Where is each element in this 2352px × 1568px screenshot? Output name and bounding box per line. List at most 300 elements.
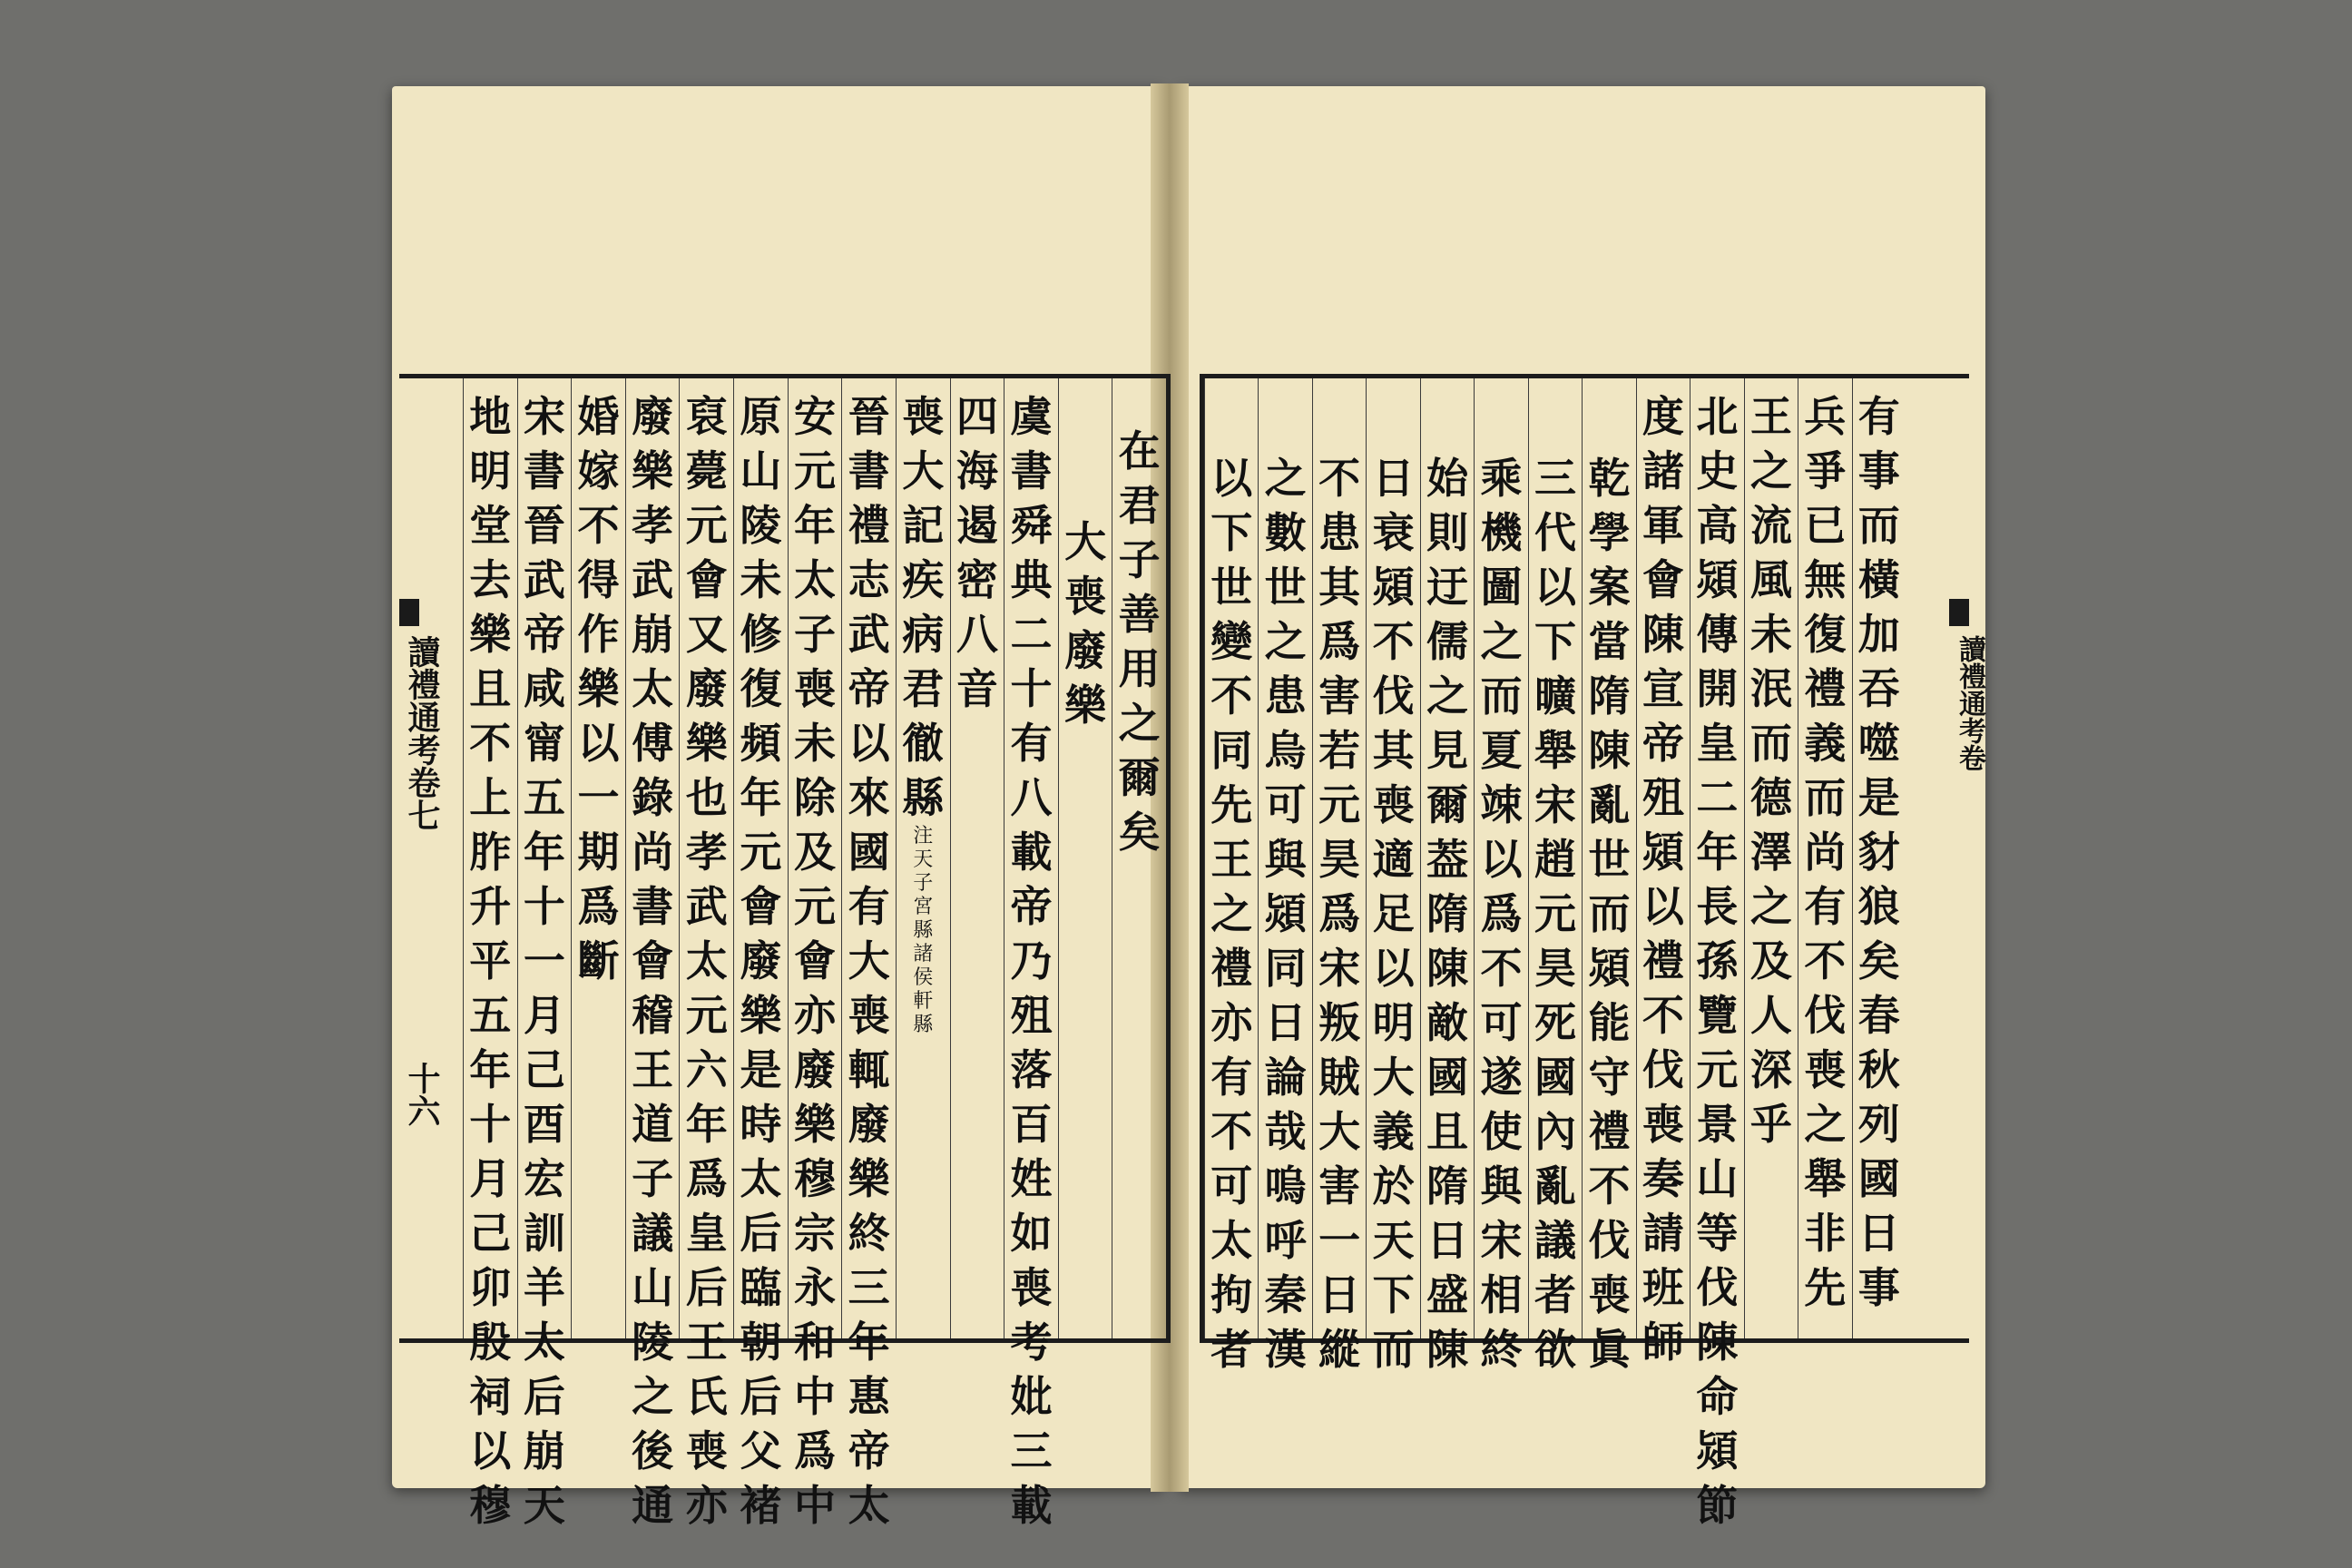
text-column bbox=[1852, 378, 1906, 1338]
glyph: 亦 bbox=[685, 1481, 728, 1530]
glyph: 酉 bbox=[523, 1100, 565, 1149]
glyph: 年 bbox=[740, 773, 782, 822]
glyph: 適 bbox=[1372, 835, 1415, 884]
glyph: 疾 bbox=[902, 555, 945, 604]
glyph: 長 bbox=[1696, 882, 1739, 931]
glyph: 喪 bbox=[1642, 1100, 1684, 1149]
glyph: 期 bbox=[577, 828, 620, 877]
glyph: 月 bbox=[523, 991, 565, 1040]
glyph: 喪 bbox=[1372, 780, 1415, 829]
glyph: 海 bbox=[956, 446, 998, 495]
glyph: 帝 bbox=[523, 610, 565, 659]
glyph: 山 bbox=[1696, 1154, 1739, 1203]
glyph: 相 bbox=[1480, 1270, 1523, 1319]
glyph: 樂 bbox=[793, 1100, 836, 1149]
glyph: 嗚 bbox=[1264, 1161, 1307, 1210]
glyph: 葢 bbox=[1426, 835, 1469, 884]
text-column bbox=[841, 378, 896, 1530]
glyph: 師 bbox=[1642, 1318, 1684, 1367]
glyph: 頻 bbox=[740, 719, 782, 768]
glyph: 陳 bbox=[1426, 1325, 1469, 1374]
glyph: 可 bbox=[1264, 780, 1307, 829]
glyph: 皇 bbox=[685, 1209, 728, 1258]
glyph: 患 bbox=[1264, 671, 1307, 720]
glyph: 元 bbox=[1696, 1045, 1739, 1094]
glyph: 而 bbox=[1749, 719, 1792, 768]
note-glyph: 軒 bbox=[913, 990, 934, 1013]
glyph: 會 bbox=[793, 936, 836, 985]
glyph: 命 bbox=[1696, 1372, 1739, 1421]
glyph: 竦 bbox=[1480, 780, 1523, 829]
glyph: 姓 bbox=[1010, 1154, 1053, 1203]
glyph: 熲 bbox=[1642, 828, 1684, 877]
glyph: 昊 bbox=[1534, 944, 1576, 993]
glyph: 內 bbox=[1534, 1107, 1576, 1156]
glyph: 爲 bbox=[1318, 889, 1361, 938]
glyph: 風 bbox=[1749, 555, 1792, 604]
glyph: 宏 bbox=[523, 1154, 565, 1203]
note-glyph: 侯 bbox=[913, 966, 934, 989]
glyph: 遂 bbox=[1480, 1053, 1523, 1102]
note-glyph: 諸 bbox=[913, 943, 934, 965]
glyph: 論 bbox=[1264, 1053, 1307, 1102]
glyph: 之 bbox=[1210, 889, 1253, 938]
glyph: 亦 bbox=[1210, 998, 1253, 1047]
glyph: 有 bbox=[1010, 719, 1053, 768]
glyph: 爭 bbox=[1804, 446, 1847, 495]
glyph: 不 bbox=[1372, 617, 1415, 666]
glyph: 當 bbox=[1588, 617, 1631, 666]
text-column bbox=[733, 378, 788, 1530]
glyph: 而 bbox=[1372, 1325, 1415, 1374]
glyph: 爾 bbox=[1118, 753, 1161, 802]
glyph: 在 bbox=[1118, 426, 1161, 475]
glyph: 以 bbox=[1372, 944, 1415, 993]
glyph: 賊 bbox=[1318, 1053, 1361, 1102]
glyph: 三 bbox=[1010, 1426, 1053, 1475]
glyph: 密 bbox=[956, 555, 998, 604]
glyph: 書 bbox=[1010, 446, 1053, 495]
glyph: 未 bbox=[793, 719, 836, 768]
glyph: 有 bbox=[1804, 882, 1847, 931]
glyph: 錄 bbox=[632, 773, 674, 822]
glyph: 春 bbox=[1857, 991, 1900, 1040]
fold-mark-right bbox=[1949, 599, 1969, 626]
glyph: 年 bbox=[685, 1100, 728, 1149]
glyph: 載 bbox=[1010, 828, 1053, 877]
glyph: 國 bbox=[1857, 1154, 1900, 1203]
glyph: 妣 bbox=[1010, 1372, 1053, 1421]
glyph: 同 bbox=[1210, 726, 1253, 775]
text-column bbox=[788, 378, 842, 1530]
glyph: 禮 bbox=[1588, 1107, 1631, 1156]
glyph: 死 bbox=[1534, 998, 1576, 1047]
glyph: 呼 bbox=[1264, 1216, 1307, 1265]
glyph: 朝 bbox=[740, 1318, 782, 1367]
glyph: 如 bbox=[1010, 1209, 1053, 1258]
glyph: 隋 bbox=[1588, 671, 1631, 720]
glyph: 又 bbox=[685, 610, 728, 659]
glyph: 覽 bbox=[1696, 991, 1739, 1040]
glyph: 兵 bbox=[1804, 392, 1847, 441]
glyph: 其 bbox=[1318, 563, 1361, 612]
glyph: 大 bbox=[902, 446, 945, 495]
glyph: 五 bbox=[523, 773, 565, 822]
note-glyph: 子 bbox=[913, 872, 934, 895]
glyph: 三 bbox=[848, 1263, 890, 1312]
glyph: 下 bbox=[1534, 617, 1576, 666]
glyph: 元 bbox=[685, 501, 728, 550]
glyph: 君 bbox=[1118, 481, 1161, 530]
glyph: 爲 bbox=[1480, 889, 1523, 938]
glyph: 十 bbox=[469, 1100, 512, 1149]
glyph: 舉 bbox=[1534, 726, 1576, 775]
glyph: 六 bbox=[685, 1045, 728, 1094]
glyph: 臨 bbox=[740, 1263, 782, 1312]
glyph: 武 bbox=[685, 882, 728, 931]
glyph: 安 bbox=[793, 392, 836, 441]
glyph: 爲 bbox=[577, 882, 620, 931]
glyph: 明 bbox=[469, 446, 512, 495]
glyph: 薨 bbox=[685, 446, 728, 495]
glyph: 原 bbox=[740, 392, 782, 441]
glyph: 善 bbox=[1118, 590, 1161, 639]
glyph: 與 bbox=[1480, 1161, 1523, 1210]
text-column bbox=[950, 378, 1004, 1338]
glyph: 害 bbox=[1318, 1161, 1361, 1210]
glyph: 世 bbox=[1210, 563, 1253, 612]
glyph: 褚 bbox=[740, 1481, 782, 1530]
glyph: 王 bbox=[632, 1045, 674, 1094]
glyph: 有 bbox=[1857, 392, 1900, 441]
glyph: 以 bbox=[1534, 563, 1576, 612]
glyph: 禮 bbox=[1210, 944, 1253, 993]
glyph: 爲 bbox=[685, 1154, 728, 1203]
glyph: 漢 bbox=[1264, 1325, 1307, 1374]
glyph: 可 bbox=[1210, 1161, 1253, 1210]
glyph: 得 bbox=[577, 555, 620, 604]
glyph: 考 bbox=[1010, 1318, 1053, 1367]
glyph: 之 bbox=[1804, 1100, 1847, 1149]
glyph: 帝 bbox=[1010, 882, 1053, 931]
glyph: 太 bbox=[1210, 1216, 1253, 1265]
glyph: 熲 bbox=[1696, 1426, 1739, 1475]
glyph: 能 bbox=[1588, 998, 1631, 1047]
glyph: 以 bbox=[469, 1426, 512, 1475]
glyph: 病 bbox=[902, 610, 945, 659]
glyph: 泯 bbox=[1749, 664, 1792, 713]
glyph: 眞 bbox=[1588, 1325, 1631, 1374]
glyph: 三 bbox=[1534, 454, 1576, 503]
glyph: 年 bbox=[1696, 828, 1739, 877]
glyph: 八 bbox=[956, 610, 998, 659]
glyph: 四 bbox=[956, 392, 998, 441]
glyph: 諸 bbox=[1642, 446, 1684, 495]
glyph: 上 bbox=[469, 773, 512, 822]
glyph: 陳 bbox=[1696, 1318, 1739, 1367]
glyph: 大 bbox=[1318, 1107, 1361, 1156]
glyph: 不 bbox=[1588, 1161, 1631, 1210]
glyph: 后 bbox=[523, 1372, 565, 1421]
glyph: 奏 bbox=[1642, 1154, 1684, 1203]
glyph: 宋 bbox=[1480, 1216, 1523, 1265]
glyph: 明 bbox=[1372, 998, 1415, 1047]
glyph: 尚 bbox=[632, 828, 674, 877]
glyph: 書 bbox=[848, 446, 890, 495]
glyph: 傅 bbox=[632, 719, 674, 768]
glyph: 是 bbox=[1857, 773, 1900, 822]
glyph: 陳 bbox=[1588, 726, 1631, 775]
glyph: 烏 bbox=[1264, 726, 1307, 775]
glyph: 喪 bbox=[1064, 572, 1107, 621]
glyph: 乃 bbox=[1010, 936, 1053, 985]
glyph: 無 bbox=[1804, 555, 1847, 604]
glyph: 日 bbox=[1372, 454, 1415, 503]
glyph: 五 bbox=[469, 991, 512, 1040]
glyph: 十 bbox=[1010, 664, 1053, 713]
glyph: 伐 bbox=[1804, 991, 1847, 1040]
glyph: 訓 bbox=[523, 1209, 565, 1258]
glyph: 永 bbox=[793, 1263, 836, 1312]
glyph: 爲 bbox=[1318, 617, 1361, 666]
glyph: 可 bbox=[1480, 998, 1523, 1047]
glyph: 殷 bbox=[469, 1318, 512, 1367]
glyph: 列 bbox=[1857, 1100, 1900, 1149]
glyph: 矣 bbox=[1118, 808, 1161, 857]
glyph: 下 bbox=[1372, 1270, 1415, 1319]
glyph: 中 bbox=[793, 1481, 836, 1530]
glyph: 崩 bbox=[632, 610, 674, 659]
glyph: 未 bbox=[1749, 610, 1792, 659]
glyph: 太 bbox=[685, 936, 728, 985]
glyph: 乎 bbox=[1749, 1100, 1792, 1149]
glyph: 王 bbox=[1749, 392, 1792, 441]
glyph: 於 bbox=[1372, 1161, 1415, 1210]
glyph: 年 bbox=[793, 501, 836, 550]
glyph: 乘 bbox=[1480, 454, 1523, 503]
glyph: 修 bbox=[740, 610, 782, 659]
glyph: 遏 bbox=[956, 501, 998, 550]
glyph: 不 bbox=[1642, 991, 1684, 1040]
glyph: 隋 bbox=[1426, 1161, 1469, 1210]
glyph: 大 bbox=[848, 936, 890, 985]
glyph: 二 bbox=[1696, 773, 1739, 822]
text-column bbox=[1366, 378, 1419, 1374]
glyph: 會 bbox=[632, 936, 674, 985]
glyph: 害 bbox=[1318, 671, 1361, 720]
glyph: 去 bbox=[469, 555, 512, 604]
glyph: 山 bbox=[740, 446, 782, 495]
glyph: 樂 bbox=[740, 991, 782, 1040]
glyph: 隋 bbox=[1426, 889, 1469, 938]
glyph: 豺 bbox=[1857, 828, 1900, 877]
glyph: 年 bbox=[523, 828, 565, 877]
text-column bbox=[1204, 378, 1258, 1374]
glyph: 廢 bbox=[685, 664, 728, 713]
left-text-panel bbox=[399, 374, 1171, 1530]
glyph: 記 bbox=[902, 501, 945, 550]
glyph: 陵 bbox=[740, 501, 782, 550]
glyph: 后 bbox=[740, 1372, 782, 1421]
glyph: 祠 bbox=[469, 1372, 512, 1421]
glyph: 節 bbox=[1696, 1481, 1739, 1530]
glyph: 廢 bbox=[848, 1100, 890, 1149]
glyph: 義 bbox=[1372, 1107, 1415, 1156]
glyph: 喪 bbox=[1804, 1045, 1847, 1094]
glyph: 除 bbox=[793, 773, 836, 822]
glyph: 衰 bbox=[1372, 508, 1415, 557]
glyph: 載 bbox=[1010, 1481, 1053, 1530]
glyph: 則 bbox=[1426, 508, 1469, 557]
glyph: 伐 bbox=[1372, 671, 1415, 720]
glyph: 秋 bbox=[1857, 1045, 1900, 1094]
text-column bbox=[896, 378, 950, 1338]
glyph: 有 bbox=[848, 882, 890, 931]
note-glyph: 縣 bbox=[913, 1014, 934, 1036]
glyph: 天 bbox=[1372, 1216, 1415, 1265]
glyph: 始 bbox=[1426, 454, 1469, 503]
glyph: 穆 bbox=[469, 1481, 512, 1530]
glyph: 乾 bbox=[1588, 454, 1631, 503]
glyph: 樂 bbox=[685, 719, 728, 768]
glyph: 一 bbox=[577, 773, 620, 822]
glyph: 國 bbox=[1534, 1053, 1576, 1102]
glyph: 之 bbox=[632, 1372, 674, 1421]
glyph: 非 bbox=[1804, 1209, 1847, 1258]
glyph: 宋 bbox=[523, 392, 565, 441]
glyph: 以 bbox=[577, 719, 620, 768]
text-column bbox=[1420, 378, 1474, 1374]
glyph: 書 bbox=[632, 882, 674, 931]
glyph: 軍 bbox=[1642, 501, 1684, 550]
glyph: 輒 bbox=[848, 1045, 890, 1094]
glyph: 叛 bbox=[1318, 998, 1361, 1047]
glyph: 也 bbox=[685, 773, 728, 822]
glyph: 數 bbox=[1264, 508, 1307, 557]
glyph: 一 bbox=[523, 936, 565, 985]
glyph: 喪 bbox=[1010, 1263, 1053, 1312]
note-glyph: 宮 bbox=[913, 896, 934, 918]
glyph: 亦 bbox=[793, 991, 836, 1040]
glyph: 世 bbox=[1264, 563, 1307, 612]
glyph: 武 bbox=[632, 555, 674, 604]
glyph: 子 bbox=[1118, 535, 1161, 584]
glyph: 喪 bbox=[793, 664, 836, 713]
glyph: 若 bbox=[1318, 726, 1361, 775]
glyph: 晉 bbox=[523, 501, 565, 550]
glyph: 山 bbox=[632, 1263, 674, 1312]
glyph: 典 bbox=[1010, 555, 1053, 604]
glyph: 以 bbox=[848, 719, 890, 768]
text-column bbox=[517, 378, 572, 1530]
glyph: 天 bbox=[523, 1481, 565, 1530]
text-column bbox=[1798, 378, 1851, 1338]
glyph: 而 bbox=[1588, 889, 1631, 938]
note-glyph: 縣 bbox=[913, 919, 934, 942]
glyph: 事 bbox=[1857, 1263, 1900, 1312]
glyph: 婚 bbox=[577, 392, 620, 441]
text-column bbox=[463, 378, 517, 1530]
glyph: 矣 bbox=[1857, 936, 1900, 985]
glyph: 不 bbox=[577, 501, 620, 550]
glyph: 元 bbox=[793, 882, 836, 931]
glyph: 孫 bbox=[1696, 936, 1739, 985]
glyph: 樂 bbox=[577, 664, 620, 713]
glyph: 日 bbox=[1857, 1209, 1900, 1258]
glyph: 之 bbox=[1264, 617, 1307, 666]
glyph: 斷 bbox=[577, 936, 620, 985]
glyph: 曠 bbox=[1534, 671, 1576, 720]
glyph: 後 bbox=[632, 1426, 674, 1475]
note-glyph: 注 bbox=[913, 825, 934, 848]
glyph: 皇 bbox=[1696, 719, 1739, 768]
glyph: 儒 bbox=[1426, 617, 1469, 666]
glyph: 盛 bbox=[1426, 1270, 1469, 1319]
glyph: 有 bbox=[1210, 1053, 1253, 1102]
glyph: 圖 bbox=[1480, 563, 1523, 612]
glyph: 稽 bbox=[632, 991, 674, 1040]
glyph: 噬 bbox=[1857, 719, 1900, 768]
glyph: 志 bbox=[848, 555, 890, 604]
glyph: 使 bbox=[1480, 1107, 1523, 1156]
glyph: 不 bbox=[1480, 944, 1523, 993]
glyph: 禮 bbox=[1804, 664, 1847, 713]
glyph: 拘 bbox=[1210, 1270, 1253, 1319]
glyph: 終 bbox=[848, 1209, 890, 1258]
glyph: 晉 bbox=[848, 392, 890, 441]
glyph: 禮 bbox=[848, 501, 890, 550]
glyph: 足 bbox=[1372, 889, 1415, 938]
text-column bbox=[1058, 378, 1112, 1338]
glyph: 太 bbox=[793, 555, 836, 604]
glyph: 會 bbox=[1642, 555, 1684, 604]
glyph: 通 bbox=[632, 1481, 674, 1530]
glyph: 會 bbox=[685, 555, 728, 604]
glyph: 帝 bbox=[848, 664, 890, 713]
glyph: 裒 bbox=[685, 392, 728, 441]
glyph: 樂 bbox=[1064, 681, 1107, 730]
glyph: 終 bbox=[1480, 1325, 1523, 1374]
fold-mark-left bbox=[399, 599, 419, 626]
glyph: 子 bbox=[793, 610, 836, 659]
glyph: 吞 bbox=[1857, 664, 1900, 713]
glyph: 武 bbox=[523, 555, 565, 604]
glyph: 復 bbox=[740, 664, 782, 713]
glyph: 加 bbox=[1857, 610, 1900, 659]
glyph: 喪 bbox=[848, 991, 890, 1040]
glyph: 先 bbox=[1210, 780, 1253, 829]
glyph: 宗 bbox=[793, 1209, 836, 1258]
glyph: 而 bbox=[1804, 773, 1847, 822]
glyph: 年 bbox=[469, 1045, 512, 1094]
glyph: 咸 bbox=[523, 664, 565, 713]
text-column bbox=[1582, 378, 1635, 1374]
glyph: 喪 bbox=[1588, 1270, 1631, 1319]
text-column bbox=[1004, 378, 1058, 1530]
glyph: 熲 bbox=[1588, 944, 1631, 993]
glyph: 徹 bbox=[902, 719, 945, 768]
glyph: 樂 bbox=[469, 610, 512, 659]
glyph: 議 bbox=[632, 1209, 674, 1258]
glyph: 八 bbox=[1010, 773, 1053, 822]
glyph: 縣 bbox=[902, 773, 945, 822]
glyph: 不 bbox=[1210, 671, 1253, 720]
glyph: 孝 bbox=[632, 501, 674, 550]
glyph: 以 bbox=[1642, 882, 1684, 931]
glyph: 爾 bbox=[1426, 780, 1469, 829]
glyph: 世 bbox=[1588, 835, 1631, 884]
glyph: 二 bbox=[1010, 610, 1053, 659]
